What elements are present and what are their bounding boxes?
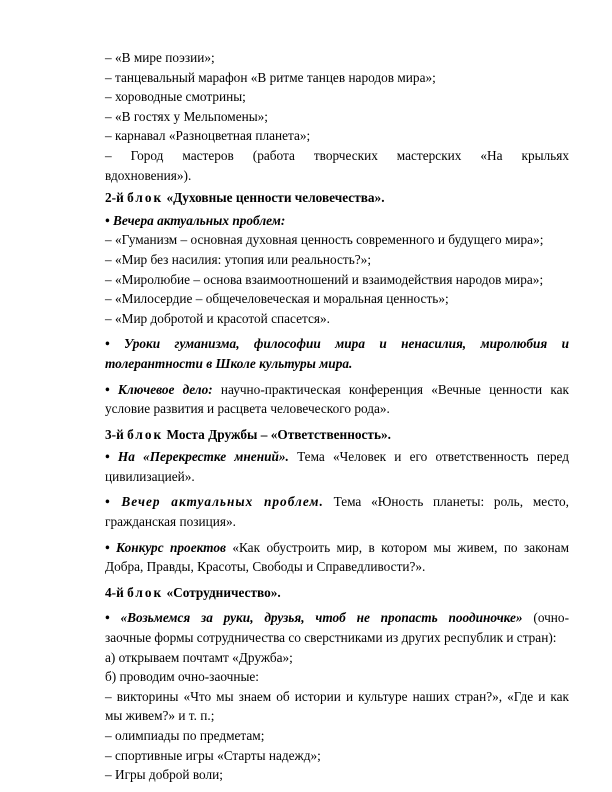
list-item-carnival: – карнавал «Разноцветная планета»; <box>105 128 311 144</box>
list-item-round-dance: – хороводные смотрины; <box>105 89 246 105</box>
evenings-item-mercy: – «Милосердие – общечеловеческая и моральная ценность»; <box>105 291 449 307</box>
contest-text1: «Как обустроить мир, в котором мы живем, по законам <box>225 539 570 555</box>
list-item-melpomene: – «В гостях у Мельпомены»; <box>105 108 268 124</box>
block-3-title: Моста Дружбы – «Ответственность». <box>166 426 391 442</box>
tail-item-sports-games: – спортивные игры «Старты надежд»; <box>105 747 321 763</box>
evenings-item-humanism: – «Гуманизм – основная духовная ценность современного и будущего мира»; <box>105 232 544 248</box>
block-3-heading <box>105 425 569 445</box>
key-case-text1: научно-практическая конференция «Вечные ценности как <box>212 381 569 397</box>
item-b-correspondence: б) проводим очно-заочные: <box>105 669 259 685</box>
crossroads-text1: Тема «Человек и его ответственность перед <box>288 449 569 465</box>
evenings-item-kindness: – «Мир добротой и красотой спасется». <box>105 310 330 326</box>
block-2-prefix: 2-й <box>105 190 124 206</box>
hands-line1 <box>105 608 569 628</box>
tail-item-goodwill-games: – Игры доброй воли; <box>105 767 223 783</box>
block-3-prefix: 3-й <box>105 426 124 442</box>
block-4-title: «Сотрудничество». <box>166 584 281 600</box>
hands-line2: заочные формы сотрудничества со сверстниками из других республик и стран): <box>105 630 557 646</box>
quiz-line2: мы живем?» и т. п.; <box>105 708 215 724</box>
list-item-city-masters-line2: вдохновения»). <box>105 167 192 183</box>
tail-item-olympiads: – олимпиады по предметам; <box>105 728 265 743</box>
evening2-line2: гражданская позиция». <box>105 514 236 530</box>
contest-label: • Конкурс проектов <box>105 539 226 555</box>
quiz-line1: – викторины «Что мы знаем об истории и культуре наших стран?», «Где и как <box>105 688 569 704</box>
key-case-line2: условие развития и расцвета человеческого рода». <box>105 401 390 417</box>
block-3-word: блок <box>127 426 164 442</box>
crossroads-line2: цивилизацией». <box>105 468 195 484</box>
contest-line2: Добра, Правды, Красоты, Свободы и Справедливости?». <box>105 559 426 575</box>
item-a-post-office: а) открываем почтамт «Дружба»; <box>105 649 293 665</box>
evening2-line1 <box>105 492 569 512</box>
block-2-word: блок <box>127 190 164 206</box>
hands-label: • «Возьмемся за руки, друзья, чтоб не пропасть поодиночке» <box>105 610 523 626</box>
contest-line1 <box>105 538 569 558</box>
evenings-heading: • Вечера актуальных проблем: <box>105 212 286 228</box>
evenings-item-peacefulness: – «Миролюбие – основа взаимоотношений и взаимодействия народов мира»; <box>105 271 544 287</box>
evenings-item-no-violence: – «Мир без насилия: утопия или реальность?»; <box>105 251 372 267</box>
lessons-line2: толерантности в Школе культуры мира. <box>105 355 353 371</box>
block-2-heading <box>105 188 569 208</box>
list-item-city-masters-line1: – Город мастеров (работа творческих мастерских «На крыльях <box>105 147 569 163</box>
hands-text1: (очно- <box>522 610 570 626</box>
lessons-line1: • Уроки гуманизма, философии мира и ненасилия, миролюбия и <box>105 336 569 352</box>
block-2-title: «Духовные ценности человечества». <box>166 190 385 206</box>
key-case-label: • Ключевое дело: <box>105 381 213 397</box>
list-item-dance-marathon: – танцевальный марафон «В ритме танцев народов мира»; <box>105 69 436 85</box>
evening2-label: • Вечер актуальных проблем. <box>105 494 324 510</box>
evening2-text1: Тема «Юность планеты: роль, место, <box>323 494 569 510</box>
crossroads-label: • На «Перекрестке мнений». <box>105 449 289 465</box>
crossroads-line1 <box>105 447 569 467</box>
block-4-word: блок <box>127 584 164 600</box>
block-4-prefix: 4-й <box>105 584 124 600</box>
list-item-poetry: – «В мире поэзии»; <box>105 50 215 65</box>
document-body <box>105 48 569 785</box>
block-4-heading <box>105 583 569 603</box>
key-case-line1 <box>105 380 569 400</box>
